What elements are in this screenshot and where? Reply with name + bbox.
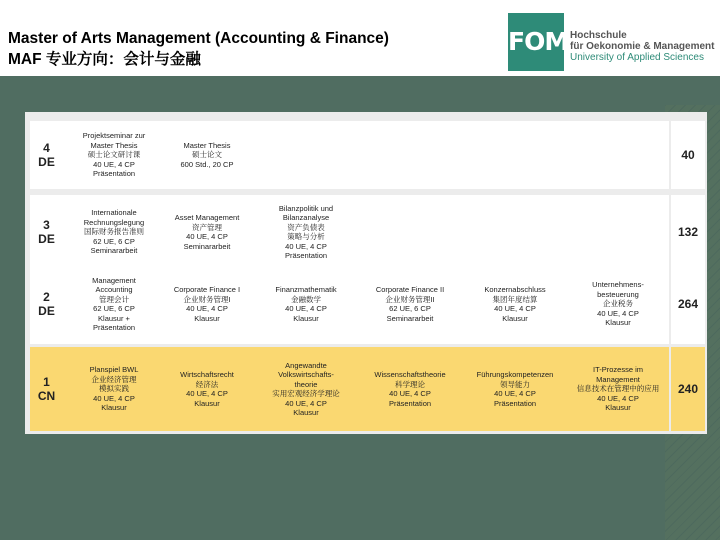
module-text: 硕士论文研讨课: [87, 150, 141, 160]
module-text: Seminararbeit: [90, 246, 138, 256]
module-cell: [462, 347, 568, 431]
header: [0, 0, 720, 74]
title-line-2: MAF 专业方向：会计与金融: [8, 51, 201, 68]
logo-text: [570, 30, 714, 63]
module-text: 40 UE, 4 CP: [186, 304, 228, 313]
semester-number: 3: [43, 218, 50, 232]
module-text: Wirtschaftsrecht: [180, 370, 234, 379]
module-text: 62 UE, 6 CP: [389, 304, 431, 313]
module-text: Bilanzpolitik und: [278, 203, 334, 213]
module-text: 企业财务管理I: [183, 294, 231, 304]
module-text: 企业税务: [603, 299, 633, 309]
module-text: 40 UE, 4 CP: [285, 304, 327, 313]
module-text: Accounting: [95, 285, 133, 294]
module-cell: [462, 264, 568, 344]
module-text: Internationale: [91, 208, 137, 218]
module-text: Management: [92, 275, 136, 285]
module-text: Präsentation: [92, 169, 136, 179]
semester-location: CN: [37, 389, 56, 403]
module-cell: [256, 264, 356, 344]
module-text: 领导能力: [500, 379, 530, 389]
module-text: Volkswirtschafts-: [278, 370, 334, 379]
module-text: Wissenschaftstheorie: [374, 370, 446, 379]
module-text: Klausur: [101, 403, 127, 413]
semester-location: DE: [38, 232, 55, 246]
module-text: Klausur +: [98, 313, 130, 323]
module-text: Asset Management: [174, 213, 240, 222]
module-text: Klausur: [194, 398, 220, 408]
logo-line-2: für Oekonomie & Management: [570, 41, 715, 52]
module-cell: [358, 264, 462, 344]
module-cell: [160, 121, 254, 189]
semester-location: DE: [38, 304, 55, 318]
semester-label: [30, 121, 63, 189]
module-text: 信息技术在管理中的应用: [576, 384, 660, 394]
module-text: Rechnungslegung: [83, 217, 145, 227]
module-text: Klausur: [293, 408, 319, 417]
module-cell: [568, 264, 668, 344]
module-text: Klausur: [605, 403, 631, 413]
module-text: Master Thesis: [183, 140, 231, 150]
module-text: Seminararbeit: [183, 241, 231, 251]
semester-number: 4: [43, 141, 50, 155]
module-text: Bilanzanalyse: [282, 213, 330, 222]
module-text: 40 UE, 4 CP: [597, 393, 639, 403]
module-text: 策略与分析: [287, 232, 325, 241]
module-cell: [66, 195, 162, 269]
semester-label: [30, 264, 63, 344]
module-text: 62 UE, 6 CP: [93, 236, 135, 246]
module-text: 40 UE, 4 CP: [494, 304, 536, 313]
module-text: 管理会计: [99, 294, 129, 304]
module-text: 硕士论文: [192, 150, 222, 160]
page-title: [8, 28, 389, 70]
semester-label: [30, 195, 63, 269]
module-cell: [256, 347, 356, 431]
module-text: besteuerung: [597, 289, 639, 299]
module-cell: [256, 195, 356, 269]
module-text: Klausur: [293, 313, 319, 323]
module-text: Corporate Finance II: [375, 285, 445, 294]
module-text: 600 Std., 20 CP: [180, 159, 234, 169]
module-cell: [66, 264, 162, 344]
module-text: theorie: [294, 379, 318, 389]
module-text: Planspiel BWL: [89, 365, 139, 375]
module-text: 40 UE, 4 CP: [285, 241, 327, 251]
module-text: 经济法: [195, 379, 219, 389]
logo-line-1: Hochschule: [570, 30, 627, 41]
module-text: Präsentation: [284, 251, 328, 260]
title-line-1: Master of Arts Management (Accounting & Finance): [8, 30, 389, 47]
semester-number: 2: [43, 290, 50, 304]
row-total: 132: [671, 195, 705, 269]
module-text: 40 UE, 4 CP: [186, 232, 228, 241]
module-cell: [568, 347, 668, 431]
module-text: 40 UE, 4 CP: [389, 389, 431, 398]
module-text: Projektseminar zur: [82, 131, 146, 141]
module-text: 资产管理: [192, 222, 222, 232]
module-cell: [160, 264, 254, 344]
module-text: 40 UE, 4 CP: [597, 308, 639, 318]
module-text: Präsentation: [493, 398, 537, 408]
module-text: Präsentation: [388, 398, 432, 408]
module-text: 40 UE, 4 CP: [93, 393, 135, 403]
module-cell: [160, 195, 254, 269]
row-total: 40: [671, 121, 705, 189]
module-text: 企业财务管理II: [385, 294, 435, 304]
row-total: 240: [671, 347, 705, 431]
semester-number: 1: [43, 375, 50, 389]
module-text: Corporate Finance I: [173, 285, 241, 294]
module-text: 62 UE, 6 CP: [93, 304, 135, 313]
module-text: 40 UE, 4 CP: [494, 389, 536, 398]
module-text: 金融数学: [291, 294, 321, 304]
module-text: Master Thesis: [90, 140, 138, 150]
module-text: 科学理论: [395, 379, 425, 389]
fom-logo: [508, 13, 716, 71]
module-text: IT-Prozesse im: [592, 365, 643, 375]
module-text: 40 UE, 4 CP: [186, 389, 228, 398]
module-text: Seminararbeit: [386, 313, 434, 323]
module-text: 40 UE, 4 CP: [93, 159, 135, 169]
module-cell: [358, 347, 462, 431]
semester-label: [30, 347, 63, 431]
module-text: Konzernabschluss: [484, 285, 546, 294]
semester-location: DE: [38, 155, 55, 169]
module-text: Angewandte: [285, 360, 327, 370]
module-text: Führungskompetenzen: [476, 370, 554, 379]
module-text: Management: [596, 374, 640, 384]
module-text: Klausur: [605, 318, 631, 328]
module-text: 模拟实践: [99, 384, 129, 394]
module-text: Klausur: [194, 313, 220, 323]
module-text: 集团年度结算: [492, 294, 538, 304]
module-text: 企业经济管理: [91, 374, 137, 384]
module-cell: [66, 347, 162, 431]
logo-mark: FOM: [508, 13, 564, 71]
logo-line-3: University of Applied Sciences: [570, 52, 704, 63]
module-text: Präsentation: [92, 323, 136, 332]
module-cell: [66, 121, 162, 189]
module-text: Klausur: [502, 313, 528, 323]
module-text: Finanzmathematik: [275, 285, 337, 294]
module-text: 实用宏观经济学理论: [272, 389, 340, 398]
module-text: 资产负债表: [287, 222, 325, 232]
module-text: 40 UE, 4 CP: [285, 398, 327, 408]
module-text: Unternehmens-: [592, 280, 644, 290]
row-total: 264: [671, 264, 705, 344]
module-text: 国际财务报告准则: [84, 227, 144, 237]
module-cell: [160, 347, 254, 431]
